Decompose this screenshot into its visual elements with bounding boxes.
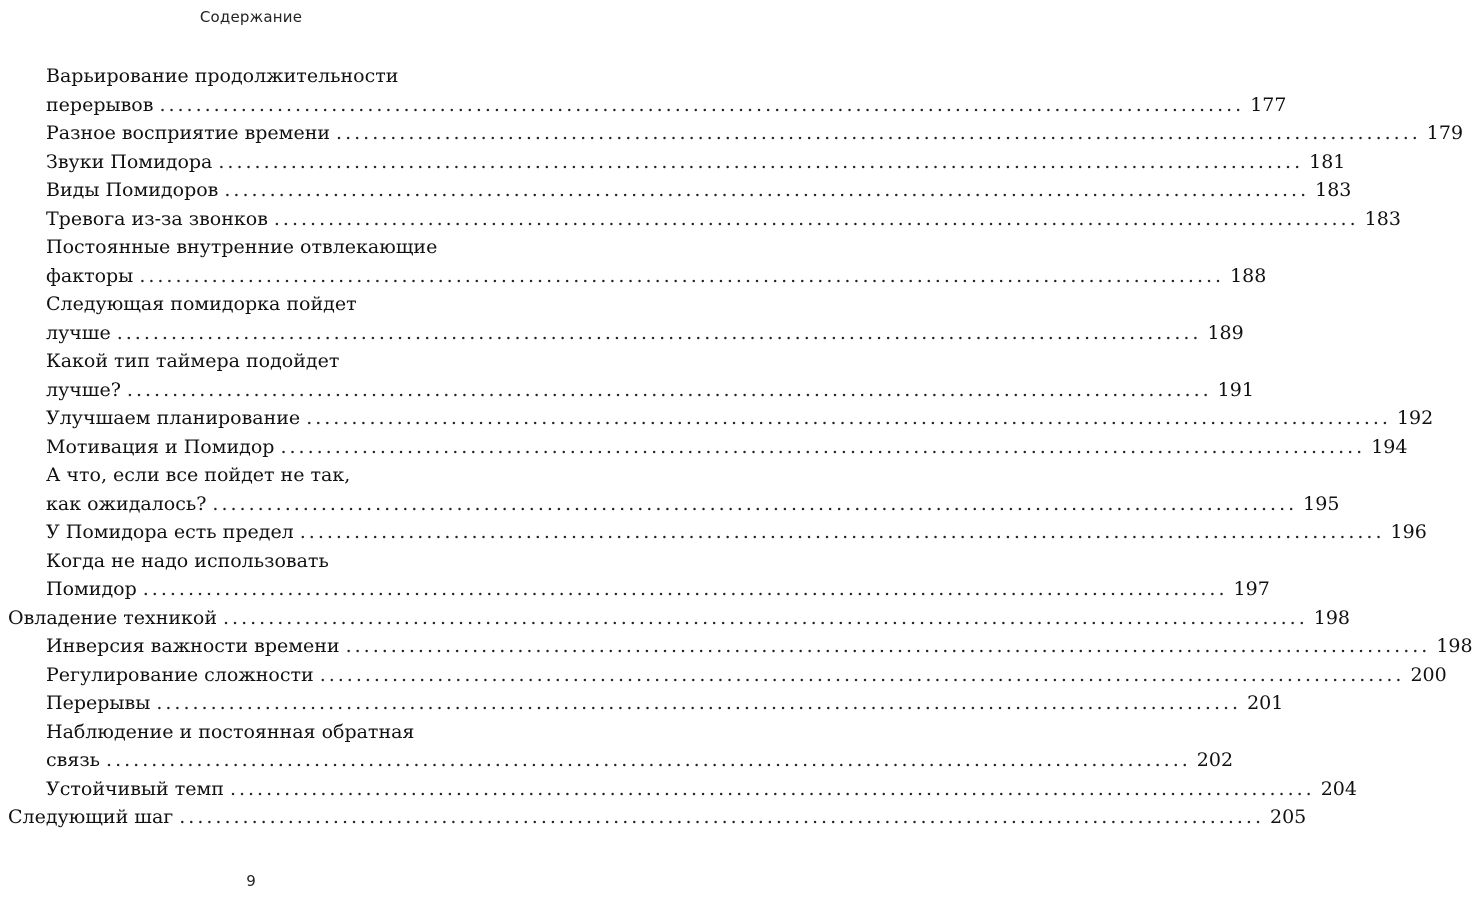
toc-page-number: 204 bbox=[1320, 777, 1357, 800]
toc-section-entry[interactable] bbox=[0, 119, 1464, 148]
toc-entry-title: Помидор bbox=[46, 578, 137, 600]
dot-leader: ........................................................................................................................ bbox=[218, 150, 1304, 173]
toc-page-number: 200 bbox=[1410, 663, 1447, 686]
dot-leader: ........................................................................................................................ bbox=[306, 407, 1391, 429]
dot-leader: ........................................................................................................................ bbox=[212, 492, 1298, 515]
toc-entry-row bbox=[46, 205, 1401, 234]
toc-entry-title: Следующий шаг bbox=[8, 806, 174, 828]
dot-leader: ........................................................................................................................ bbox=[319, 663, 1405, 686]
toc-page-number: 201 bbox=[1247, 692, 1284, 714]
toc-entry-title: Тревога из-за звонков bbox=[46, 207, 268, 230]
dot-leader: ........................................................................................................................ bbox=[179, 806, 1264, 828]
toc-page-number: 195 bbox=[1303, 492, 1340, 515]
toc-entry-title: как ожидалось? bbox=[46, 492, 207, 515]
toc-entry-row bbox=[46, 404, 1434, 433]
running-head: Содержание bbox=[199, 8, 303, 26]
toc-section-entry[interactable] bbox=[0, 661, 1447, 690]
toc-section-entry[interactable] bbox=[0, 148, 1346, 177]
toc-entry-row bbox=[46, 490, 1340, 519]
toc-entry-title: Перерывы bbox=[46, 692, 151, 714]
toc-page-number: 181 bbox=[1309, 150, 1346, 173]
toc-section-entry[interactable] bbox=[0, 632, 1473, 661]
toc-entry-row bbox=[46, 433, 1408, 462]
toc-entry-title: Овладение техникой bbox=[8, 606, 217, 629]
toc-chapter-entry[interactable] bbox=[0, 803, 1307, 832]
toc-entry-title-line: Когда не надо использовать bbox=[46, 549, 329, 572]
toc-entry-title: Улучшаем планирование bbox=[46, 407, 301, 429]
toc-entry-row bbox=[46, 319, 1244, 348]
toc-section-entry[interactable] bbox=[0, 404, 1434, 433]
dot-leader: ........................................................................................................................ bbox=[142, 578, 1228, 600]
dot-leader: ........................................................................................................................ bbox=[273, 207, 1359, 230]
toc-page-number: 183 bbox=[1315, 179, 1352, 201]
toc-entry-row bbox=[46, 518, 1427, 547]
toc-section-entry[interactable] bbox=[0, 62, 1287, 119]
toc-page-number: 179 bbox=[1426, 122, 1464, 144]
toc-entry-row bbox=[46, 119, 1464, 148]
toc-entry-row bbox=[46, 262, 1267, 291]
toc-entry-row bbox=[46, 689, 1284, 718]
toc-entry-title: Регулирование сложности bbox=[46, 663, 314, 686]
dot-leader: ........................................................................................................................ bbox=[126, 378, 1212, 401]
toc-entry-title: Звуки Помидора bbox=[46, 150, 213, 173]
toc-section-entry[interactable] bbox=[0, 518, 1427, 547]
toc-section-entry[interactable] bbox=[0, 347, 1254, 404]
dot-leader: ........................................................................................................................ bbox=[156, 692, 1242, 714]
toc-entry-row bbox=[8, 803, 1307, 832]
toc-entry-row bbox=[46, 575, 1270, 604]
toc-page-number: 205 bbox=[1270, 806, 1307, 828]
toc-entry-title: перерывов bbox=[46, 93, 154, 116]
toc-entry-row bbox=[46, 632, 1473, 661]
toc-entry-row bbox=[46, 376, 1254, 405]
dot-leader: ........................................................................................................................ bbox=[280, 435, 1366, 458]
toc-entry-row bbox=[46, 661, 1447, 690]
toc-page-number: 194 bbox=[1371, 435, 1408, 458]
toc-entry-title-line: Наблюдение и постоянная обратная bbox=[46, 720, 415, 743]
dot-leader: ........................................................................................................................ bbox=[159, 93, 1245, 116]
dot-leader: ........................................................................................................................ bbox=[116, 321, 1202, 344]
toc-section-entry[interactable] bbox=[0, 233, 1267, 290]
toc-entry-row bbox=[46, 176, 1352, 205]
toc-section-entry[interactable] bbox=[0, 205, 1401, 234]
toc-page-number: 189 bbox=[1207, 321, 1244, 344]
dot-leader: ........................................................................................................................ bbox=[223, 606, 1308, 629]
dot-leader: ........................................................................................................................ bbox=[224, 179, 1310, 201]
toc-section-entry[interactable] bbox=[0, 547, 1270, 604]
toc-entry-title: связь bbox=[46, 749, 101, 771]
toc-entry-title-line: Варьирование продолжительности bbox=[46, 65, 399, 87]
toc-section-entry[interactable] bbox=[0, 433, 1408, 462]
toc-entry-title: факторы bbox=[46, 264, 134, 287]
toc-entry-title: Мотивация и Помидор bbox=[46, 435, 275, 458]
toc-page-number: 177 bbox=[1250, 93, 1287, 116]
toc-entry-title: Инверсия важности времени bbox=[46, 635, 340, 657]
toc-entry-title: У Помидора есть предел bbox=[46, 521, 294, 543]
toc-entry-row bbox=[46, 775, 1357, 804]
toc-chapter-entry[interactable] bbox=[0, 604, 1351, 633]
toc-page-number: 202 bbox=[1196, 749, 1234, 771]
dot-leader: ........................................................................................................................ bbox=[106, 749, 1191, 771]
toc-page-number: 197 bbox=[1233, 578, 1270, 600]
table-of-contents bbox=[0, 62, 1473, 832]
dot-leader: ........................................................................................................................ bbox=[299, 521, 1385, 543]
toc-entry-row bbox=[46, 148, 1346, 177]
toc-entry-title: лучше? bbox=[46, 378, 121, 401]
toc-page-number: 188 bbox=[1230, 264, 1267, 287]
dot-leader: ........................................................................................................................ bbox=[139, 264, 1225, 287]
toc-entry-row bbox=[46, 91, 1287, 120]
toc-entry-title: Виды Помидоров bbox=[46, 179, 219, 201]
toc-page-number: 198 bbox=[1313, 606, 1351, 629]
toc-entry-title: лучше bbox=[46, 321, 111, 344]
toc-page-number: 183 bbox=[1364, 207, 1401, 230]
dot-leader: ........................................................................................................................ bbox=[336, 122, 1421, 144]
toc-entry-row bbox=[8, 604, 1351, 633]
toc-section-entry[interactable] bbox=[0, 290, 1244, 347]
toc-entry-title: Устойчивый темп bbox=[46, 777, 224, 800]
toc-entry-title-line: Следующая помидорка пойдет bbox=[46, 293, 357, 315]
page-number: 9 bbox=[246, 872, 256, 890]
toc-section-entry[interactable] bbox=[0, 176, 1352, 205]
toc-entry-title-line: Постоянные внутренние отвлекающие bbox=[46, 236, 438, 258]
toc-page-number: 191 bbox=[1217, 378, 1254, 401]
toc-entry-title-line: Какой тип таймера подойдет bbox=[46, 350, 340, 372]
dot-leader: ........................................................................................................................ bbox=[229, 777, 1315, 800]
dot-leader: ........................................................................................................................ bbox=[345, 635, 1431, 657]
toc-entry-title-line: А что, если все пойдет не так, bbox=[46, 464, 351, 486]
toc-entry-row bbox=[46, 746, 1234, 775]
toc-section-entry[interactable] bbox=[0, 689, 1284, 718]
toc-page-number: 198 bbox=[1436, 635, 1473, 657]
toc-page-number: 196 bbox=[1390, 521, 1427, 543]
toc-section-entry[interactable] bbox=[0, 461, 1340, 518]
toc-section-entry[interactable] bbox=[0, 775, 1357, 804]
toc-entry-title: Разное восприятие времени bbox=[46, 122, 331, 144]
toc-page-number: 192 bbox=[1396, 407, 1434, 429]
toc-section-entry[interactable] bbox=[0, 718, 1234, 775]
